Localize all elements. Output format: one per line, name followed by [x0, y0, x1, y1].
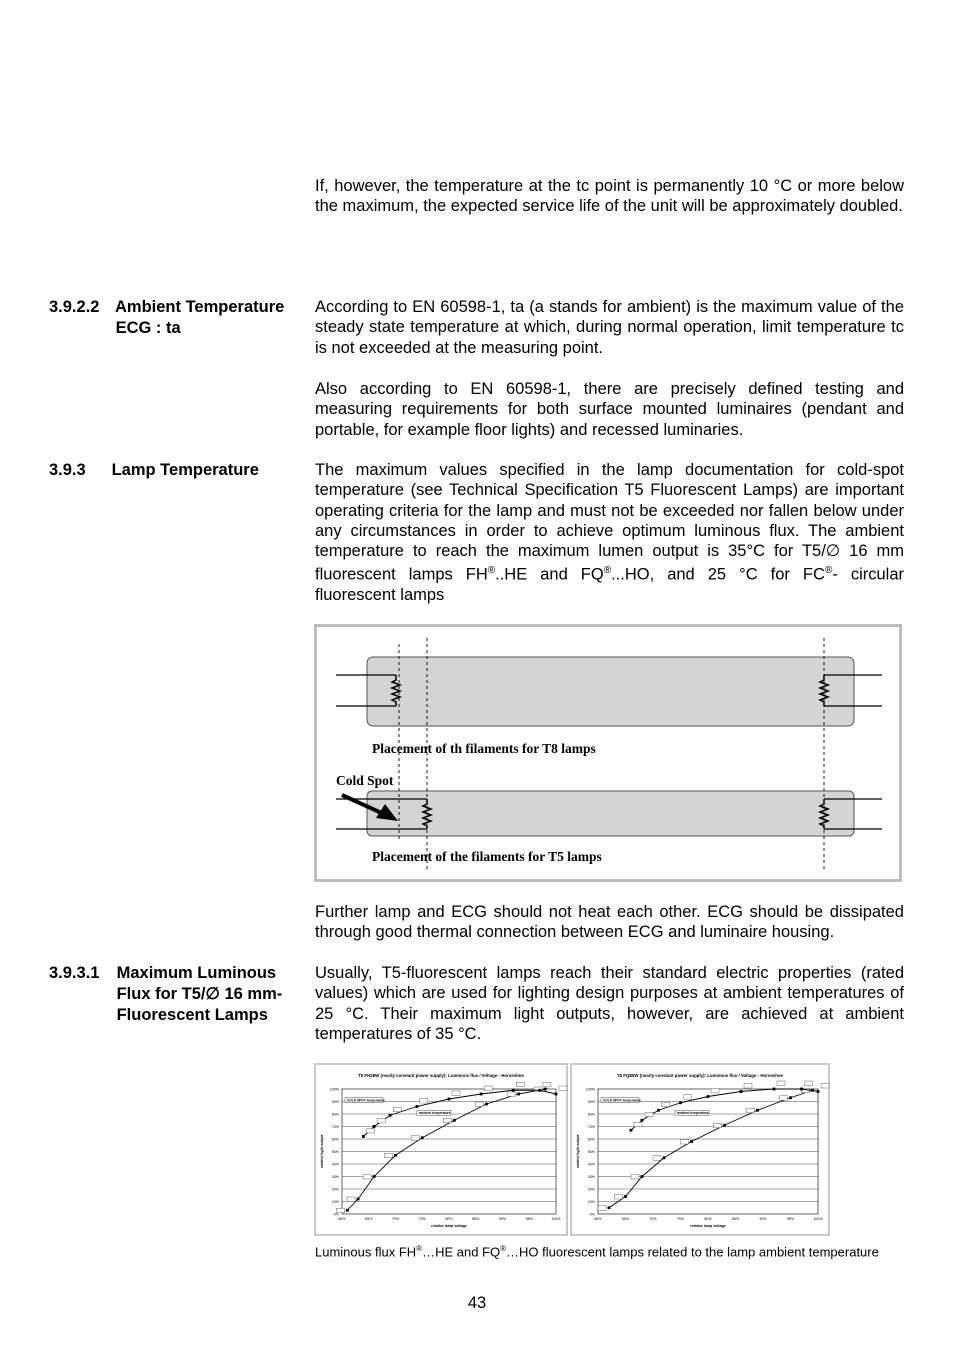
point-label-box	[631, 1175, 639, 1180]
data-point	[641, 1175, 644, 1178]
x-tick-label: 60%	[594, 1217, 602, 1221]
point-label-box	[747, 1108, 755, 1113]
section-title-cont: Flux for T5/∅ 16 mm-	[116, 985, 283, 1003]
section-title-cont: Fluorescent Lamps	[116, 1006, 268, 1024]
section-heading-393	[49, 460, 259, 481]
point-label-box	[377, 1119, 385, 1124]
point-label-box	[393, 1107, 401, 1112]
point-label-box	[780, 1096, 788, 1101]
registered-mark: ®	[500, 1244, 506, 1253]
x-tick-label: 95%	[786, 1217, 795, 1221]
chart-title: T5 FQ80W (nearly constant power supply): Luminous flux / Voltage - Horseshoe	[616, 1073, 784, 1078]
point-label-box	[336, 1208, 344, 1213]
data-point	[624, 1195, 627, 1198]
y-tick-label: 50%	[587, 1150, 595, 1154]
data-point	[416, 1105, 419, 1108]
registered-mark: ®	[824, 565, 833, 577]
point-label-box	[366, 1129, 374, 1134]
chart-fq80w	[570, 1063, 830, 1236]
x-tick-label: 70%	[649, 1217, 657, 1221]
y-tick-label: 90%	[587, 1100, 595, 1104]
lamp-temperature-paragraph	[315, 460, 904, 606]
legend-ambient: ambient temperature	[418, 1110, 451, 1115]
intro-paragraph: If, however, the temperature at the tc point is permanently 10 °C or more below the maximum, the expected service life of the unit will be approximately doubled.	[315, 177, 904, 216]
x-tick-label: 85%	[731, 1217, 740, 1221]
point-label-box	[805, 1081, 813, 1086]
section-number: 3.9.3.1	[49, 964, 100, 982]
point-label-box	[645, 1112, 653, 1117]
y-tick-label: 10%	[587, 1200, 595, 1204]
data-point	[357, 1198, 360, 1201]
x-axis-label: relative lamp voltage	[690, 1224, 726, 1228]
point-label-box	[714, 1123, 722, 1128]
y-tick-label: 40%	[331, 1162, 339, 1167]
point-label-box	[821, 1084, 829, 1089]
t8-caption: Placement of th filaments for T8 lamps	[372, 741, 596, 756]
section-title: Lamp Temperature	[111, 461, 259, 479]
y-tick-label: 50%	[331, 1150, 339, 1154]
text-run: ..HE and FQ	[495, 565, 604, 584]
section-title: Ambient Temperature	[114, 298, 285, 316]
point-label-box	[363, 1175, 371, 1180]
data-point	[485, 1103, 488, 1106]
chart-fh28w	[314, 1063, 568, 1236]
y-tick-label: 0%	[333, 1212, 339, 1217]
data-point	[453, 1119, 456, 1122]
data-point	[389, 1114, 392, 1117]
text-run: …HE and FQ	[422, 1244, 501, 1260]
point-label-box	[615, 1195, 623, 1200]
data-point	[800, 1088, 803, 1091]
data-point	[362, 1135, 365, 1138]
y-tick-label: 0%	[589, 1212, 595, 1217]
data-point	[641, 1119, 644, 1122]
y-tick-label: 90%	[331, 1100, 339, 1104]
text-run: Luminous flux FH	[315, 1244, 417, 1260]
section-number: 3.9.2.2	[49, 298, 100, 316]
point-label-box	[475, 1102, 483, 1107]
data-point	[480, 1093, 483, 1096]
section-number: 3.9.3	[49, 461, 86, 479]
ambient-paragraph-2: Also according to EN 60598-1, there are precisely defined testing and measuring requirements for both surface mounted luminaires (pendant and portable, for example floor lights) and recessed luminaries.	[315, 380, 904, 439]
x-tick-label: 75%	[676, 1217, 685, 1221]
point-label-box	[711, 1089, 719, 1094]
data-point	[789, 1096, 792, 1099]
y-tick-label: 60%	[331, 1137, 339, 1142]
point-label-box	[653, 1156, 661, 1161]
data-point	[544, 1088, 547, 1091]
data-point	[663, 1156, 666, 1159]
point-label-box	[744, 1084, 752, 1089]
point-label-box	[452, 1091, 460, 1096]
x-tick-label: 75%	[418, 1217, 426, 1221]
data-point	[539, 1089, 542, 1092]
t5-caption: Placement of the filaments for T5 lamps	[372, 849, 602, 864]
point-label-box	[777, 1081, 785, 1086]
y-tick-label: 100%	[585, 1087, 595, 1092]
data-point	[394, 1154, 397, 1157]
point-label-box	[662, 1102, 670, 1107]
x-tick-label: 80%	[704, 1217, 712, 1221]
legend-ambient: ambient temperature	[677, 1110, 709, 1115]
y-tick-label: 10%	[331, 1200, 339, 1204]
data-point	[630, 1129, 633, 1132]
data-point	[817, 1090, 820, 1093]
y-tick-label: 80%	[331, 1112, 339, 1117]
t5-tube	[367, 791, 854, 836]
text-run: …HO fluorescent lamps related to the lamp ambient temperature	[506, 1244, 879, 1260]
data-point	[555, 1093, 558, 1096]
point-label-box	[543, 1082, 551, 1087]
ambient-paragraph-1: According to EN 60598-1, ta (a stands for ambient) is the maximum value of the steady state temperature at which, during normal operation, limit temperature tc is not exceeded at the measuring point.	[315, 298, 904, 357]
t8-tube	[367, 657, 854, 726]
cold-spot-label: Cold Spot	[336, 773, 394, 788]
data-point	[740, 1090, 743, 1093]
registered-mark: ®	[603, 565, 612, 577]
data-point	[707, 1095, 710, 1098]
x-tick-label: 100%	[813, 1217, 823, 1221]
x-axis-label: relative lamp voltage	[431, 1224, 467, 1228]
data-point	[373, 1125, 376, 1128]
data-point	[773, 1088, 776, 1091]
y-tick-label: 20%	[587, 1187, 595, 1192]
x-tick-label: 65%	[365, 1217, 373, 1221]
y-tick-label: 60%	[587, 1137, 595, 1142]
point-label-box	[598, 1206, 606, 1211]
x-tick-label: 80%	[445, 1217, 453, 1221]
point-label-box	[634, 1122, 642, 1127]
legend-cold-spot: COLD SPOT temperature	[603, 1098, 641, 1103]
lamp-filament-figure	[314, 624, 902, 882]
point-label-box	[559, 1086, 567, 1091]
legend-cold-spot: COLD SPOT temperature	[347, 1098, 385, 1103]
point-label-box	[516, 1082, 524, 1087]
x-tick-label: 90%	[498, 1217, 507, 1221]
registered-mark: ®	[487, 565, 496, 577]
point-label-box	[681, 1140, 689, 1145]
data-point	[723, 1124, 726, 1127]
data-point	[756, 1109, 759, 1112]
section-title-cont: ECG : ta	[115, 319, 181, 337]
data-point	[657, 1109, 660, 1112]
y-tick-label: 100%	[329, 1087, 339, 1092]
point-label-box	[484, 1086, 492, 1091]
y-tick-label: 30%	[587, 1175, 595, 1179]
text-run: The maximum values specified in the lamp documentation for cold-spot temperature (see Technical Specification T5 Fluorescent Lamps) are important operating criteria for the lamp and must not be exceeded nor fallen below under any circumstances in order to achieve optimum luminous flux. The ambient temperature to reach the maximum lumen output is 35°C for T5/∅ 16 mm fluorescent lamps FH	[315, 461, 904, 584]
y-axis-label: relative light output	[320, 1134, 324, 1169]
data-point	[346, 1209, 349, 1212]
point-label-box	[420, 1099, 428, 1104]
x-tick-label: 60%	[338, 1217, 346, 1221]
point-label-box	[385, 1153, 393, 1158]
x-tick-label: 95%	[525, 1217, 533, 1221]
x-tick-label: 100%	[551, 1217, 561, 1221]
y-tick-label: 70%	[331, 1125, 339, 1129]
x-tick-label: 65%	[621, 1217, 630, 1221]
x-tick-label: 85%	[472, 1217, 480, 1221]
text-run: ...HO, and 25 °C for FC	[611, 565, 825, 584]
y-tick-label: 30%	[331, 1175, 339, 1179]
point-label-box	[411, 1136, 419, 1141]
y-axis-label: relative light output	[576, 1134, 580, 1169]
section-heading-3922	[49, 297, 284, 339]
data-point	[421, 1136, 424, 1139]
figure-caption	[315, 1241, 904, 1260]
section-heading-3931	[49, 963, 282, 1026]
registered-mark: ®	[416, 1244, 423, 1253]
point-label-box	[347, 1197, 355, 1202]
y-tick-label: 70%	[587, 1125, 595, 1129]
data-point	[373, 1175, 376, 1178]
y-tick-label: 80%	[587, 1112, 595, 1117]
x-tick-label: 70%	[391, 1217, 400, 1221]
text-run: - circular fluorescent lamps	[315, 565, 905, 605]
y-tick-label: 20%	[331, 1187, 339, 1192]
further-paragraph: Further lamp and ECG should not heat each other. ECG should be dissipated through good thermal connection between ECG and luminaire housing.	[315, 903, 904, 942]
chart-title: T5 FH28W (nearly constant power supply): Luminous flux / Voltage - Horseshoe	[358, 1073, 524, 1078]
section-title: Maximum Luminous	[116, 964, 277, 982]
point-label-box	[684, 1095, 692, 1100]
x-tick-label: 90%	[759, 1217, 767, 1221]
point-label-box	[443, 1118, 451, 1123]
y-tick-label: 40%	[587, 1162, 595, 1167]
max-flux-paragraph: Usually, T5-fluorescent lamps reach their standard electric properties (rated values) which are used for lighting design purposes at ambient temperatures of 25 °C. Their maximum light outputs, however, are achieved at ambient temperatures of 35 °C.	[315, 964, 904, 1043]
point-label-box	[508, 1092, 516, 1097]
data-point	[679, 1101, 682, 1104]
data-point	[517, 1093, 520, 1096]
page-number: 43	[467, 1294, 487, 1312]
data-point	[690, 1140, 693, 1143]
data-point	[512, 1089, 515, 1092]
data-point	[608, 1206, 611, 1209]
data-point	[448, 1098, 451, 1101]
